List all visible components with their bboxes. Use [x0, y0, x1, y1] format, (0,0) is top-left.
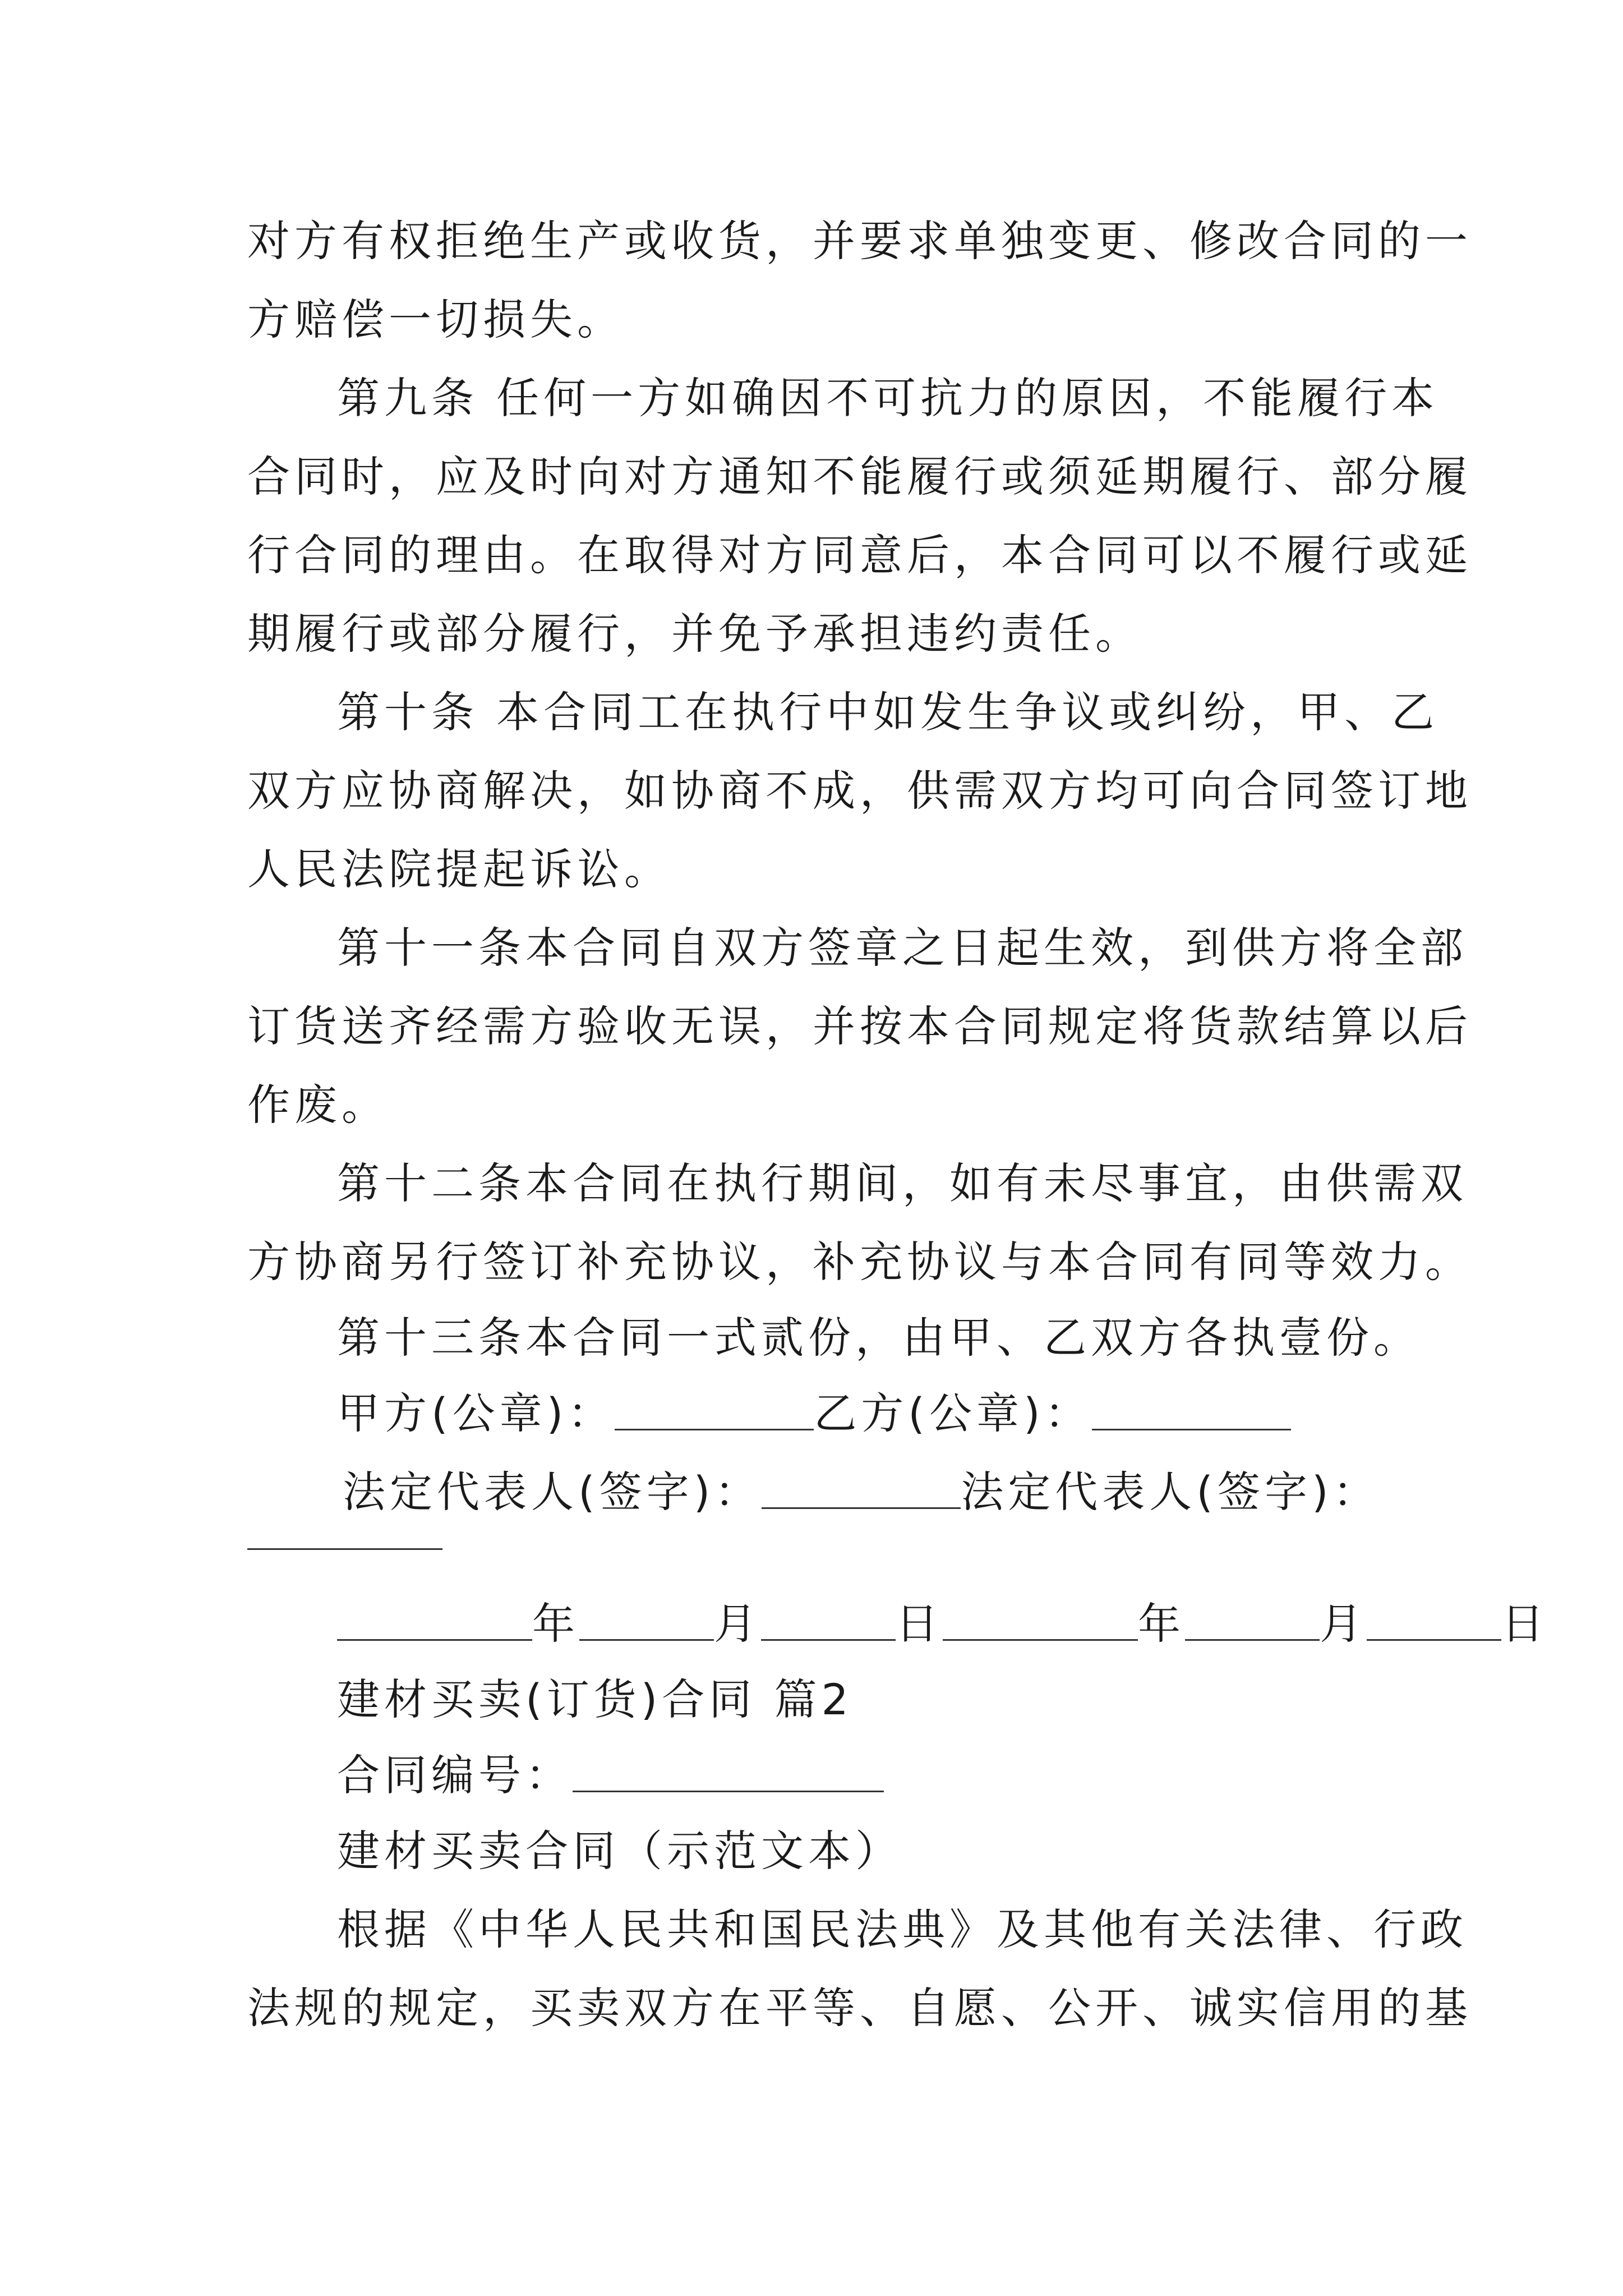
rep-a-label: 法定代表人(签字)：	[343, 1467, 762, 1517]
date-line	[337, 1599, 1548, 1649]
contract-number-blank[interactable]	[573, 1750, 884, 1792]
article-12-heading-line: 第十二条本合同在执行期间，如有未尽事宜，由供需双	[337, 1158, 1468, 1208]
party-a-seal-blank[interactable]	[615, 1388, 814, 1430]
contract-number-label: 合同编号：	[337, 1750, 573, 1800]
article-10-heading-line: 第十条 本合同工在执行中如发生争议或纠纷，甲、乙	[337, 687, 1439, 737]
representative-line	[343, 1467, 1380, 1517]
section-2-body-line: 法规的规定，买卖双方在平等、自愿、公开、诚实信用的基	[247, 1983, 1472, 2033]
party-seal-line	[337, 1388, 1291, 1439]
party-b-seal-label: 乙方(公章)：	[814, 1388, 1092, 1438]
body-line: 方协商另行签订补充协议，补充协议与本合同有同等效力。	[247, 1237, 1472, 1287]
day-label: 日	[1501, 1599, 1548, 1649]
party-a-seal-label: 甲方(公章)：	[337, 1388, 615, 1438]
body-line: 合同时，应及时向对方通知不能履行或须延期履行、部分履	[247, 452, 1472, 501]
month-b-blank[interactable]	[1185, 1599, 1320, 1641]
contract-number-line	[337, 1750, 884, 1801]
day-b-blank[interactable]	[1367, 1599, 1501, 1641]
section-2-subtitle: 建材买卖合同（示范文本）	[337, 1826, 902, 1876]
rep-b-label: 法定代表人(签字)：	[961, 1467, 1380, 1517]
article-13-heading-line: 第十三条本合同一式贰份，由甲、乙双方各执壹份。	[337, 1313, 1421, 1363]
year-b-blank[interactable]	[943, 1599, 1138, 1641]
body-line: 双方应协商解决，如协商不成，供需双方均可向合同签订地	[247, 766, 1472, 816]
body-line: 订货送齐经需方验收无误，并按本合同规定将货款结算以后	[247, 1001, 1472, 1051]
year-label: 年	[532, 1599, 579, 1649]
rep-b-signature-blank[interactable]	[247, 1548, 442, 1550]
body-line: 人民法院提起诉讼。	[247, 844, 671, 894]
body-line: 作废。	[247, 1080, 389, 1130]
body-line: 行合同的理由。在取得对方同意后，本合同可以不履行或延	[247, 530, 1472, 580]
month-label: 月	[1320, 1599, 1367, 1649]
article-9-heading-line: 第九条 任何一方如确因不可抗力的原因，不能履行本	[337, 373, 1439, 423]
body-line: 对方有权拒绝生产或收货，并要求单独变更、修改合同的一	[247, 216, 1472, 266]
body-line: 期履行或部分履行，并免予承担违约责任。	[247, 609, 1142, 659]
month-a-blank[interactable]	[579, 1599, 714, 1641]
article-11-heading-line: 第十一条本合同自双方签章之日起生效，到供方将全部	[337, 923, 1468, 973]
day-label: 日	[896, 1599, 943, 1649]
party-b-seal-blank[interactable]	[1092, 1388, 1291, 1430]
year-label: 年	[1138, 1599, 1185, 1649]
body-line: 方赔偿一切损失。	[247, 295, 624, 344]
day-a-blank[interactable]	[761, 1599, 896, 1641]
section-2-body-line: 根据《中华人民共和国民法典》及其他有关法律、行政	[337, 1904, 1468, 1954]
section-2-title: 建材买卖(订货)合同 篇2	[337, 1674, 853, 1724]
month-label: 月	[714, 1599, 761, 1649]
rep-a-signature-blank[interactable]	[762, 1467, 961, 1509]
year-a-blank[interactable]	[337, 1599, 532, 1641]
